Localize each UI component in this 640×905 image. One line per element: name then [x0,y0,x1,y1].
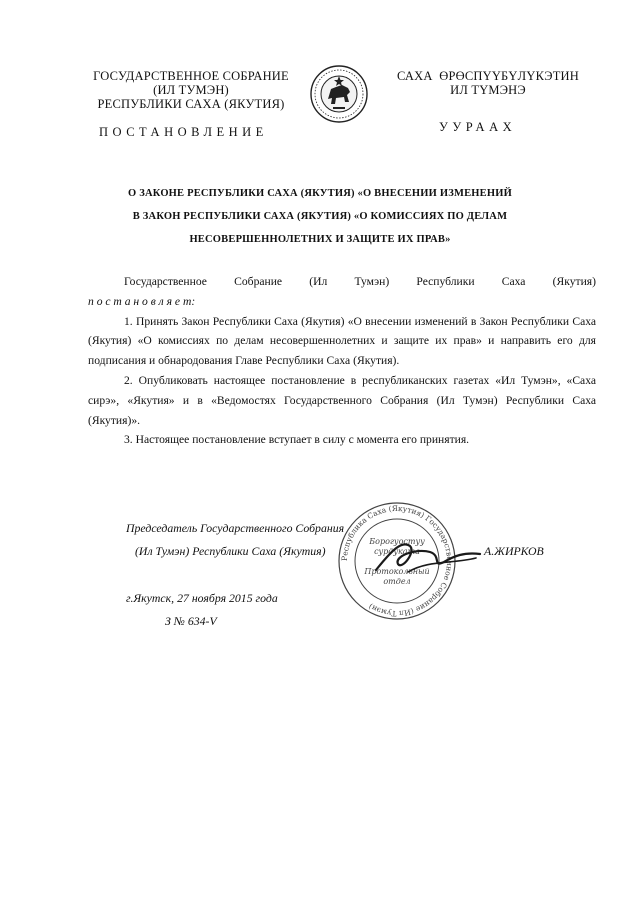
item-3: 3. Настоящее постановление вступает в силу с момента его принятия. [124,433,470,447]
doc-type-right: УУРААХ [439,120,517,134]
stamp-inner-line: Протокольный [364,567,430,576]
document-body [88,272,596,450]
signatory-name: А.ЖИРКОВ [484,544,544,558]
header-left [76,69,306,111]
preamble-verb: п о с т а н о в л я е т: [88,294,196,308]
header-left-line: ГОСУДАРСТВЕННОЕ СОБРАНИЕ [93,69,289,83]
preamble-line: Государственное Собрание (Ил Тумэн) Республики Саха (Якутия) [124,275,596,288]
item-2: 2. Опубликовать настоящее постановление в республиканских газетах «Ил Тумэн», «Саха сирэ», «Якутия» и в «Ведомостях Государственного Собрания (Ил Тумэн) Республики Саха (Якутия)». [88,373,596,427]
stamp-outer-text: Республика Саха (Якутия) Государственное Собрание (Ил Тумэн) [339,503,455,619]
stamp-inner-line: Борогуостуу [369,537,425,546]
signatory-position-2: (Ил Тумэн) Республики Саха (Якутия) [135,544,326,558]
stamp-inner-line: отдел [383,577,411,586]
header-left-line: РЕСПУБЛИКИ САХА (ЯКУТИЯ) [97,97,285,111]
title-line: НЕСОВЕРШЕННОЛЕТНИХ И ЗАЩИТЕ ИХ ПРАВ» [189,234,451,245]
signatory-position-1: Председатель Государственного Собрания [126,521,345,535]
document-title [90,182,550,251]
document-number: З № 634-V [165,614,217,628]
coat-of-arms-icon [309,61,369,127]
doc-type-left: ПОСТАНОВЛЕНИЕ [99,125,268,139]
header-right-line: ИЛ ТYМЭНЭ [450,83,526,97]
place-date: г.Якутск, 27 ноября 2015 года [126,591,278,605]
stamp-inner-line: сурдуката [374,547,420,556]
header-right [378,69,598,97]
title-line: В ЗАКОН РЕСПУБЛИКИ САХА (ЯКУТИЯ) «О КОМИССИЯХ ПО ДЕЛАМ [132,211,508,222]
handwritten-signature [372,530,484,580]
item-1: 1. Принять Закон Республики Саха (Якутия) «О внесении изменений в Закон Республики Саха (Якутия) «О комиссиях по делам несовершеннолетних и защите их прав» и направить его для подписания и обнародования Главе Республики Саха (Якутия). [88,314,596,368]
header-left-line: (ИЛ ТУМЭН) [153,83,229,97]
title-line: О ЗАКОНЕ РЕСПУБЛИКИ САХА (ЯКУТИЯ) «О ВНЕСЕНИИ ИЗМЕНЕНИЙ [128,188,512,199]
header-right-line: САХА ӨРӨСПYYБYЛYКЭТИН [396,69,579,83]
